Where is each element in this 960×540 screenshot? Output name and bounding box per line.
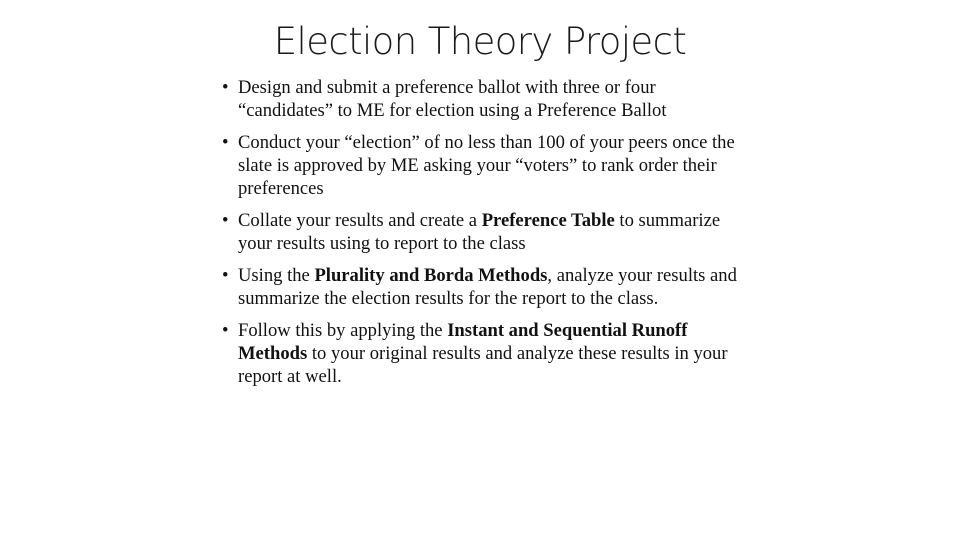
bullet-text: , analyze your results and summarize the election results for the report to the class.	[238, 265, 737, 309]
bullet-item-collate	[222, 209, 752, 255]
bullet-text: Follow this by applying the	[238, 320, 448, 341]
bullet-item-ballot	[222, 76, 752, 122]
bullet-bold-term: Instant and Sequential Runoff Methods	[238, 320, 688, 364]
bullet-item-conduct	[222, 131, 752, 200]
bullet-text: Design and submit a preference ballot with three or four “candidates” to ME for election using a Preference Ballot	[238, 77, 667, 121]
bullet-item-runoff	[222, 319, 752, 388]
bullet-dot: •	[222, 265, 229, 286]
bullet-dot: •	[222, 132, 229, 153]
bullet-text: Using the	[238, 265, 315, 286]
bullet-bold-term: Plurality and Borda Methods	[314, 265, 548, 286]
bullet-bold-term: Preference Table	[481, 210, 615, 231]
bullet-list	[222, 76, 752, 397]
bullet-text: Collate your results and create a	[238, 210, 482, 231]
slide-title: Election Theory Project	[273, 20, 687, 63]
bullet-dot: •	[222, 320, 229, 341]
bullet-dot: •	[222, 77, 229, 98]
bullet-dot: •	[222, 210, 229, 231]
bullet-text: to summarize your results using to report to the class	[238, 210, 721, 254]
bullet-text: to your original results and analyze these results in your report at well.	[238, 343, 728, 387]
bullet-text: Conduct your “election” of no less than 100 of your peers once the slate is approved by ME asking your “voters” to rank order their preferences	[238, 132, 735, 199]
bullet-item-plurality-borda	[222, 264, 752, 310]
